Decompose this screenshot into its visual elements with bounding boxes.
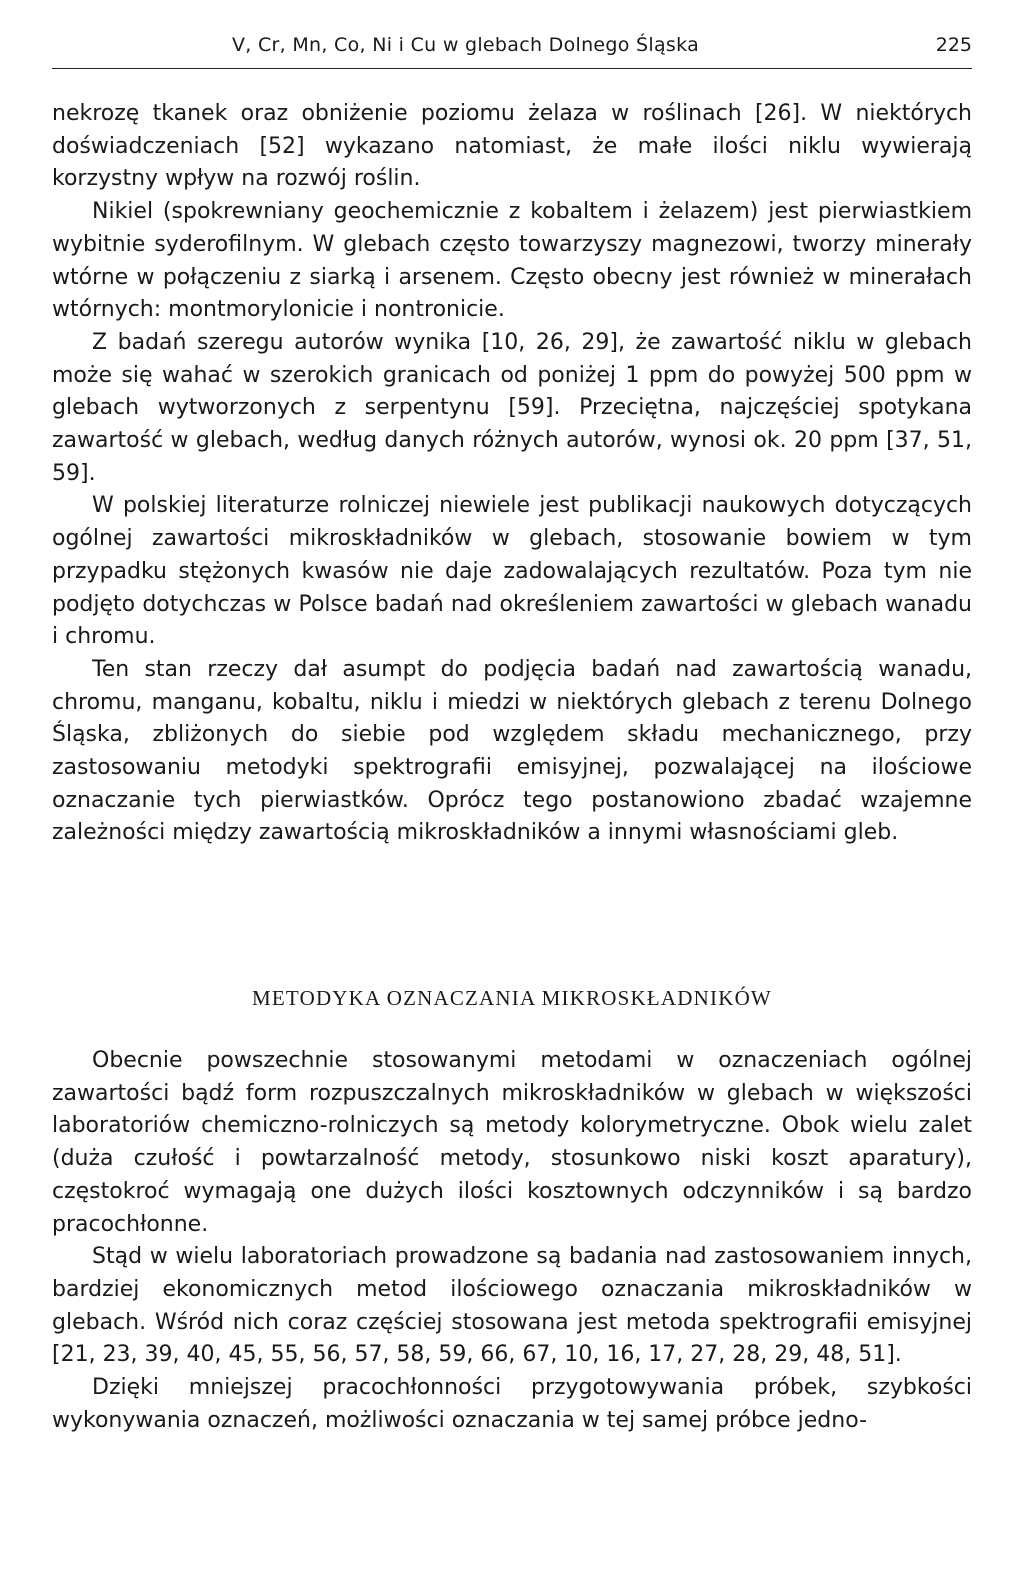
paragraph: nekrozę tkanek oraz obniżenie poziomu żelaza w roślinach [26]. W niektórych doświadczeniach [52] wykazano natomiast, że małe ilości niklu wywierają korzystny wpływ na rozwój roślin. (52, 101, 972, 192)
body-text-section-2 (52, 1045, 972, 1437)
paragraph: Ten stan rzeczy dał asumpt do podjęcia badań nad zawartością wanadu, chromu, manganu, kobaltu, niklu i miedzi w niektórych glebach z terenu Dolnego Śląska, zbliżonych do siebie pod względem składu mechanicznego, przy zastosowaniu metodyki spektrografii emisyjnej, pozwalającej na ilościowe oznaczanie tych pierwiastków. Oprócz tego postanowiono zbadać wzajemne zależności między zawartością mikroskładników a innymi własnościami gleb. (52, 656, 972, 846)
paragraph: W polskiej literaturze rolniczej niewiele jest publikacji naukowych dotyczących ogólnej zawartości mikroskładników w glebach, stosowanie bowiem w tym przypadku stężonych kwasów nie daje zadowalających rezultatów. Poza tym nie podjęto dotychczas w Polsce badań nad określeniem zawartości w glebach wanadu i chromu. (52, 493, 972, 650)
section-heading: METODYKA OZNACZANIA MIKROSKŁADNIKÓW (252, 986, 772, 1010)
header-rule (52, 68, 972, 69)
paragraph: Nikiel (spokrewniany geochemicznie z kobaltem i żelazem) jest pierwiastkiem wybitnie syderofilnym. W glebach często towarzyszy magnezowi, tworzy minerały wtórne w połączeniu z siarką i arsenem. Często obecny jest również w minerałach wtórnych: montmorylonicie i nontronicie. (52, 199, 972, 323)
paragraph: Stąd w wielu laboratoriach prowadzone są badania nad zastosowaniem innych, bardziej ekonomicznych metod ilościowego oznaczania mikroskładników w glebach. Wśród nich coraz częściej stosowana jest metoda spektrografii emisyjnej [21, 23, 39, 40, 45, 55, 56, 57, 58, 59, 66, 67, 10, 16, 17, 27, 28, 29, 48, 51]. (52, 1244, 972, 1368)
document-page (52, 28, 972, 1433)
body-text-section-1 (52, 98, 972, 850)
paragraph: Dzięki mniejszej pracochłonności przygotowywania próbek, szybkości wykonywania oznaczeń, możliwości oznaczania w tej samej próbce jedno- (52, 1375, 972, 1433)
paragraph: Z badań szeregu autorów wynika [10, 26, 29], że zawartość niklu w glebach może się wahać w szerokich granicach od poniżej 1 ppm do powyżej 500 ppm w glebach wytworzonych z serpentynu [59]. Przeciętna, najczęściej spotykana zawartość w glebach, według danych różnych autorów, wynosi ok. 20 ppm [37, 51, 59]. (52, 329, 972, 486)
paragraph: Obecnie powszechnie stosowanymi metodami w oznaczeniach ogólnej zawartości bądź form rozpuszczalnych mikroskładników w glebach w większości laboratoriów chemiczno-rolniczych są metody kolorymetryczne. Obok wielu zalet (duża czułość i powtarzalność metody, stosunkowo niski koszt aparatury), częstokroć wymagają one dużych ilości kosztownych odczynników i są bardzo pracochłonne. (52, 1048, 972, 1237)
running-head-title: V, Cr, Mn, Co, Ni i Cu w glebach Dolnego Śląska (232, 34, 700, 56)
running-head (52, 28, 972, 68)
page-number: 225 (935, 34, 972, 56)
